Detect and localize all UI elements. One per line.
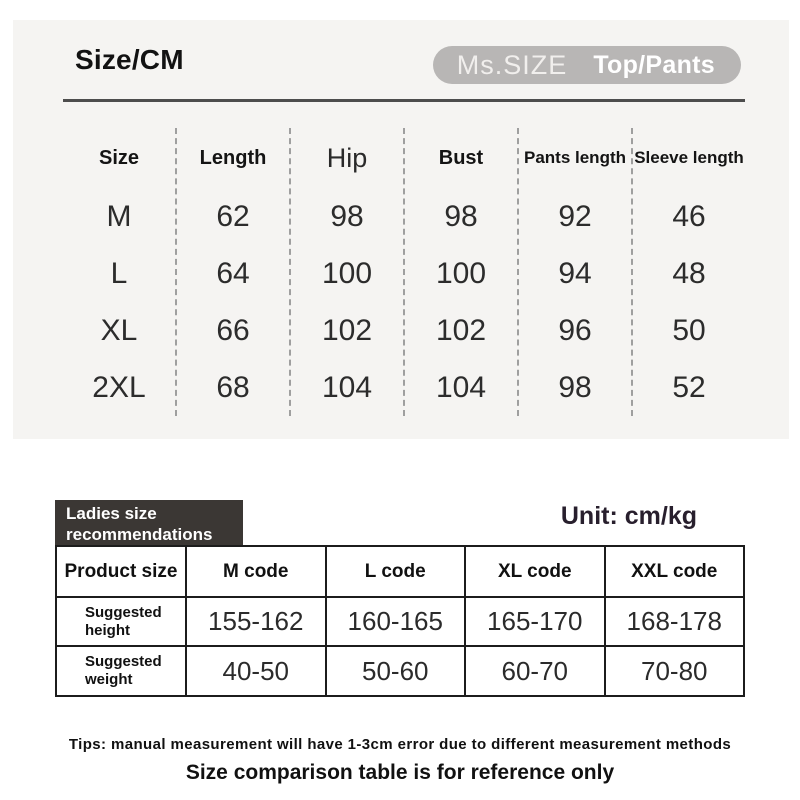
rec-header-xxl-code: XXL code xyxy=(604,547,744,596)
rec-value-cell: 60-70 xyxy=(464,645,604,695)
recommendations-table xyxy=(55,545,745,697)
size-chart-card xyxy=(13,20,789,439)
rec-row-label xyxy=(57,645,185,695)
value-cell: 52 xyxy=(672,370,706,404)
recommendations-label-line1: Ladies size xyxy=(66,504,157,523)
rec-value-cell: 70-80 xyxy=(604,645,744,695)
brand-badge xyxy=(433,46,741,84)
size-cell: XL xyxy=(100,313,138,347)
value-cell: 46 xyxy=(672,199,706,233)
column-header-size: Size xyxy=(98,146,140,169)
size-cell: M xyxy=(106,199,132,233)
size-table-column-hip xyxy=(289,128,403,416)
column-header-length: Length xyxy=(199,146,267,169)
value-cell: 102 xyxy=(321,313,373,347)
rec-header-l-code: L code xyxy=(325,547,465,596)
size-table-column-bust xyxy=(403,128,517,416)
suggested-weight-label: Suggested weight xyxy=(85,653,162,688)
size-table-column-size xyxy=(63,128,175,416)
rec-header-m-code: M code xyxy=(185,547,325,596)
value-cell: 98 xyxy=(444,199,478,233)
value-cell: 64 xyxy=(216,256,250,290)
badge-category: Top/Pants xyxy=(593,50,715,79)
value-cell: 104 xyxy=(435,370,487,404)
value-cell: 98 xyxy=(558,370,592,404)
size-table-column-length xyxy=(175,128,289,416)
reference-note: Size comparison table is for reference only xyxy=(185,761,615,784)
rec-value-cell: 155-162 xyxy=(185,596,325,645)
column-header-pants-length: Pants length xyxy=(523,148,626,167)
value-cell: 48 xyxy=(672,256,706,290)
rec-value-cell: 160-165 xyxy=(325,596,465,645)
recommendations-label xyxy=(55,500,243,545)
rec-header-xl-code: XL code xyxy=(464,547,604,596)
value-cell: 96 xyxy=(558,313,592,347)
size-cell: L xyxy=(110,256,128,290)
brand-name: Ms.SIZE xyxy=(456,49,568,80)
rec-row-label xyxy=(57,596,185,645)
value-cell: 66 xyxy=(216,313,250,347)
suggested-height-label: Suggested height xyxy=(85,603,162,639)
value-cell: 94 xyxy=(558,256,592,290)
size-cell: 2XL xyxy=(92,370,146,404)
value-cell: 100 xyxy=(435,256,487,290)
value-cell: 62 xyxy=(216,199,250,233)
value-cell: 104 xyxy=(321,370,373,404)
value-cell: 102 xyxy=(435,313,487,347)
value-cell: 50 xyxy=(672,313,706,347)
value-cell: 98 xyxy=(330,199,364,233)
value-cell: 92 xyxy=(558,199,592,233)
value-cell: 68 xyxy=(216,370,250,404)
rec-value-cell: 168-178 xyxy=(604,596,744,645)
unit-label: Unit: cm/kg xyxy=(560,502,697,530)
rec-value-cell: 40-50 xyxy=(185,645,325,695)
rec-header-product-size: Product size xyxy=(64,560,178,582)
size-table xyxy=(63,128,745,416)
rec-value-cell: 165-170 xyxy=(464,596,604,645)
recommendations-label-line2: recommendations xyxy=(66,525,213,545)
header-divider xyxy=(63,99,745,102)
rec-value-cell: 50-60 xyxy=(325,645,465,695)
column-header-sleeve-length: Sleeve length xyxy=(634,148,744,167)
column-header-bust: Bust xyxy=(438,146,484,169)
column-header-hip: Hip xyxy=(326,142,368,173)
tips-text: Tips: manual measurement will have 1-3cm error due to different measurement methods xyxy=(68,736,732,753)
size-table-column-sleeve-length xyxy=(631,128,745,416)
value-cell: 100 xyxy=(321,256,373,290)
page-title: Size/CM xyxy=(75,44,184,75)
size-table-column-pants-length xyxy=(517,128,631,416)
